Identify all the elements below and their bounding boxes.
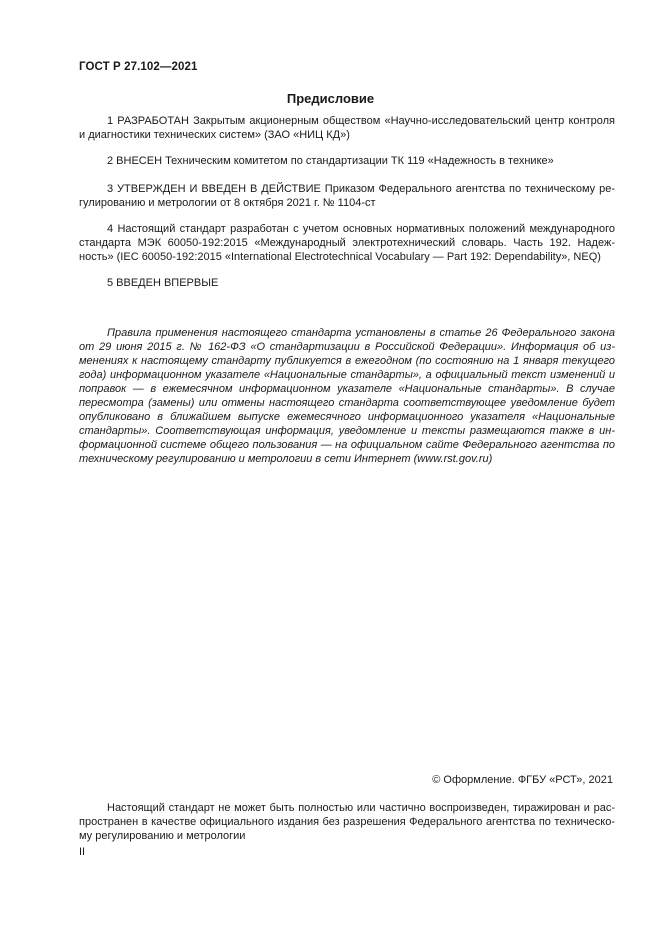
- reproduction-notice: Настоящий стандарт не может быть полностью или частично воспроизведен, тиражирован и распространен в качестве официального издания без разрешения Федерального агентства по техническому регулированию и метрологии: [79, 802, 615, 842]
- copyright: © Оформление. ФГБУ «РСТ», 2021: [432, 774, 613, 786]
- rules-note: Правила применения настоящего стандарта установлены в статье 26 Федерального закона от 29 июня 2015 г. № 162-ФЗ «О стандартизации в Российской Федерации». Информация об изменениях к настоящему стандарту публикуется в ежегодном (по состоянию на 1 января текущего года) информационном указателе «Национальные стандарты», а официальный текст изменений и поправок — в ежемесячном информационном указателе «Национальные стандарты». В случае пересмотра (замены) или отмены настоящего стандарта соответствующее уведомление будет опубликовано в ближайшем выпуске ежемесячного информационного указателя «Национальные стандарты». Соответствующая информация, уведомление и тексты размещаются также в информационной системе общего пользования — на официальном сайте Федерального агентства по техническому регулированию и метрологии в сети Интернет (www.rst.gov.ru): [79, 327, 615, 465]
- foreword-item-1: 1 РАЗРАБОТАН Закрытым акционерным обществом «Научно-исследовательский центр контроля и диагностики технических систем» (ЗАО «НИЦ КД»): [79, 115, 615, 141]
- foreword-title: Предисловие: [286, 91, 375, 106]
- document-code: ГОСТ Р 27.102—2021: [79, 61, 198, 73]
- page-number: II: [79, 846, 86, 858]
- foreword-item-5: 5 ВВЕДЕН ВПЕРВЫЕ: [107, 277, 219, 289]
- foreword-item-3: 3 УТВЕРЖДЕН И ВВЕДЕН В ДЕЙСТВИЕ Приказом Федерального агентства по техническому регулированию и метрологии от 8 октября 2021 г. № 1104-ст: [79, 183, 615, 209]
- foreword-item-2: 2 ВНЕСЕН Техническим комитетом по стандартизации ТК 119 «Надежность в технике»: [107, 155, 554, 167]
- foreword-item-4: 4 Настоящий стандарт разработан с учетом основных нормативных положений международного стандарта МЭК 60050-192:2015 «Международный электротехнический словарь. Часть 192. Надежность» (IEC 60050-192:2015 «International Electrotechnical Vocabulary — Part 192: Dependability», NEQ): [79, 223, 615, 263]
